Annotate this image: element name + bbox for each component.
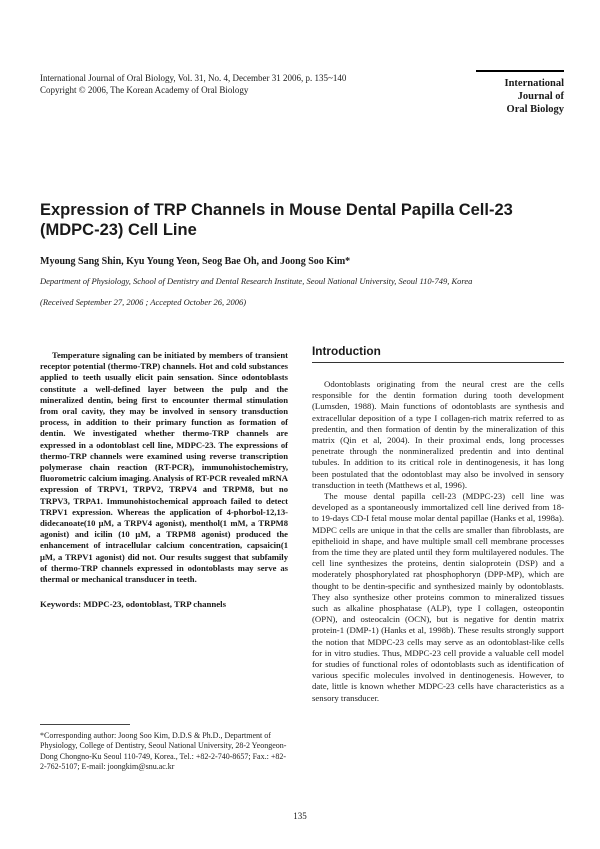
intro-paragraph-2: The mouse dental papilla cell-23 (MDPC-23) cell line was developed as a spontaneously immortalized cell line derived from 18- to 19-days CD-I fetal mouse molar dental papillae (Hanks et al, 1998a). MDPC cells are unique in that the cells are smaller than fibroblasts, are epithelioid in shape, and have multiple small cell membrane processes from the time they are plated until they form multilayered nodules. The cell line synthesizes the proteins, dentin sialoprotein (DSP) and a moderately phosphorylated rat phosphophoryn (DPP-MP), which are thought to be dentin-specific and synthesized mainly by odontoblasts. They also synthesize other proteins common to mineralized tissues such as alkaline phosphatase (ALP), type I collagen, osteopontin (OPN), and osteocalcin (OCN), but is negative for dentin matrix protein-1 (DMP-1) (Hanks et al, 1998b). These results strongly support the notion that MDPC-23 cells may serve as an odontoblast-like cells for in vitro studies. Thus, MDPC-23 cell provide a valuable cell model for studies of functional roles of odontoblasts such as identification of various specific molecules involved in dentinogenesis. However, to date, little is known whether MDPC-23 cells have characteristics as a sensory transducer.: [312, 491, 564, 703]
journal-name-box: [476, 70, 564, 116]
intro-paragraph-1: Odontoblasts originating from the neural crest are the cells responsible for the dentin formation during tooth development (Lumsden, 1988). Main functions of odontoblasts are synthesis and extracellular deposition of a type I collagen-rich matrix referred to as predentin, and then formation of dentin by the mineralization of this matrix (Qin et al, 2004). In their proximal ends, long processes penetrate through the nonmineralized predentin and into dentinal tubules. In addition to its critical role in dentinogenesis, it has long been postulated that the odontoblast may also be involved in sensory transduction in teeth (Matthews et al, 1996).: [312, 379, 564, 490]
running-header: [40, 72, 346, 96]
keywords: Keywords: MDPC-23, odontoblast, TRP channels: [40, 599, 227, 610]
journal-line-3: Oral Biology: [506, 104, 564, 115]
journal-line-1: International: [504, 78, 564, 89]
received-dates: (Received September 27, 2006 ; Accepted October 26, 2006): [40, 297, 247, 307]
affiliation: Department of Physiology, School of Dentistry and Dental Research Institute, Seoul National University, Seoul 110-749, Korea: [40, 276, 473, 286]
left-column: [40, 350, 288, 609]
corresponding-author-footnote: *Corresponding author: Joong Soo Kim, D.D.S & Ph.D., Department of Physiology, College of Dentistry, Seoul National University, 28-2 Yeongeon-Dong Chongno-Ku Seoul 110-749, Korea., Tel.: +82-2-740-8657; Fax.: +82-2-762-5107; E-mail: joongkim@snu.ac.kr: [40, 731, 287, 772]
journal-line-2: Journal of: [517, 91, 564, 102]
introduction-heading: Introduction: [312, 344, 564, 363]
page-number: 135: [293, 811, 307, 821]
footnote-divider: [40, 724, 130, 725]
citation-line: International Journal of Oral Biology, Vol. 31, No. 4, December 31 2006, p. 135~140: [40, 73, 347, 83]
author-list: Myoung Sang Shin, Kyu Young Yeon, Seog Bae Oh, and Joong Soo Kim*: [40, 256, 351, 267]
right-column: [312, 344, 564, 704]
copyright-line: Copyright © 2006, The Korean Academy of Oral Biology: [40, 85, 249, 95]
abstract-text: Temperature signaling can be initiated by members of transient receptor potential (thermo-TRP) channels. Hot and cold substances applied to teeth usually elicit pain sensation. Since odontoblasts constitute a well-defined layer between the pulp and the mineralized dentin, being first to encounter thermal stimulation from oral cavity, they may be involved in sensory transduction process, in addition to their primary function as formation of dentin. We investigated whether thermo-TRP channels are expressed in a odontoblast cell line, MDPC-23. The expressions of thermo-TRP channels were examined using reverse transcription polymerase chain reaction (RT-PCR), immunohistochemistry, fluorometric calcium imaging. Analysis of RT-PCR revealed mRNA expression of TRPV1, TRPV2, TRPV4 and TRPM8, but no TRPV3, TRPA1. Immunohistochemical approach failed to detect TRPV1 expression. Whereas the application of 4-phorbol-12,13-didecanoate(10 μM, a TRPV4 agonist), menthol(1 mM, a TRPM8 agonist) and icilin (10 μM, a TRPM8 agonist) produced the enhancement of intracellular calcium concentration, capsaicin(1 μM, a TRPV1 agonist) did not. Our results suggest that subfamily of thermo-TRP channels expressed in odontoblasts may serve as thermal or mechanical transducer in teeth.: [40, 350, 288, 585]
paper-title: Expression of TRP Channels in Mouse Dental Papilla Cell-23 (MDPC-23) Cell Line: [40, 201, 513, 239]
